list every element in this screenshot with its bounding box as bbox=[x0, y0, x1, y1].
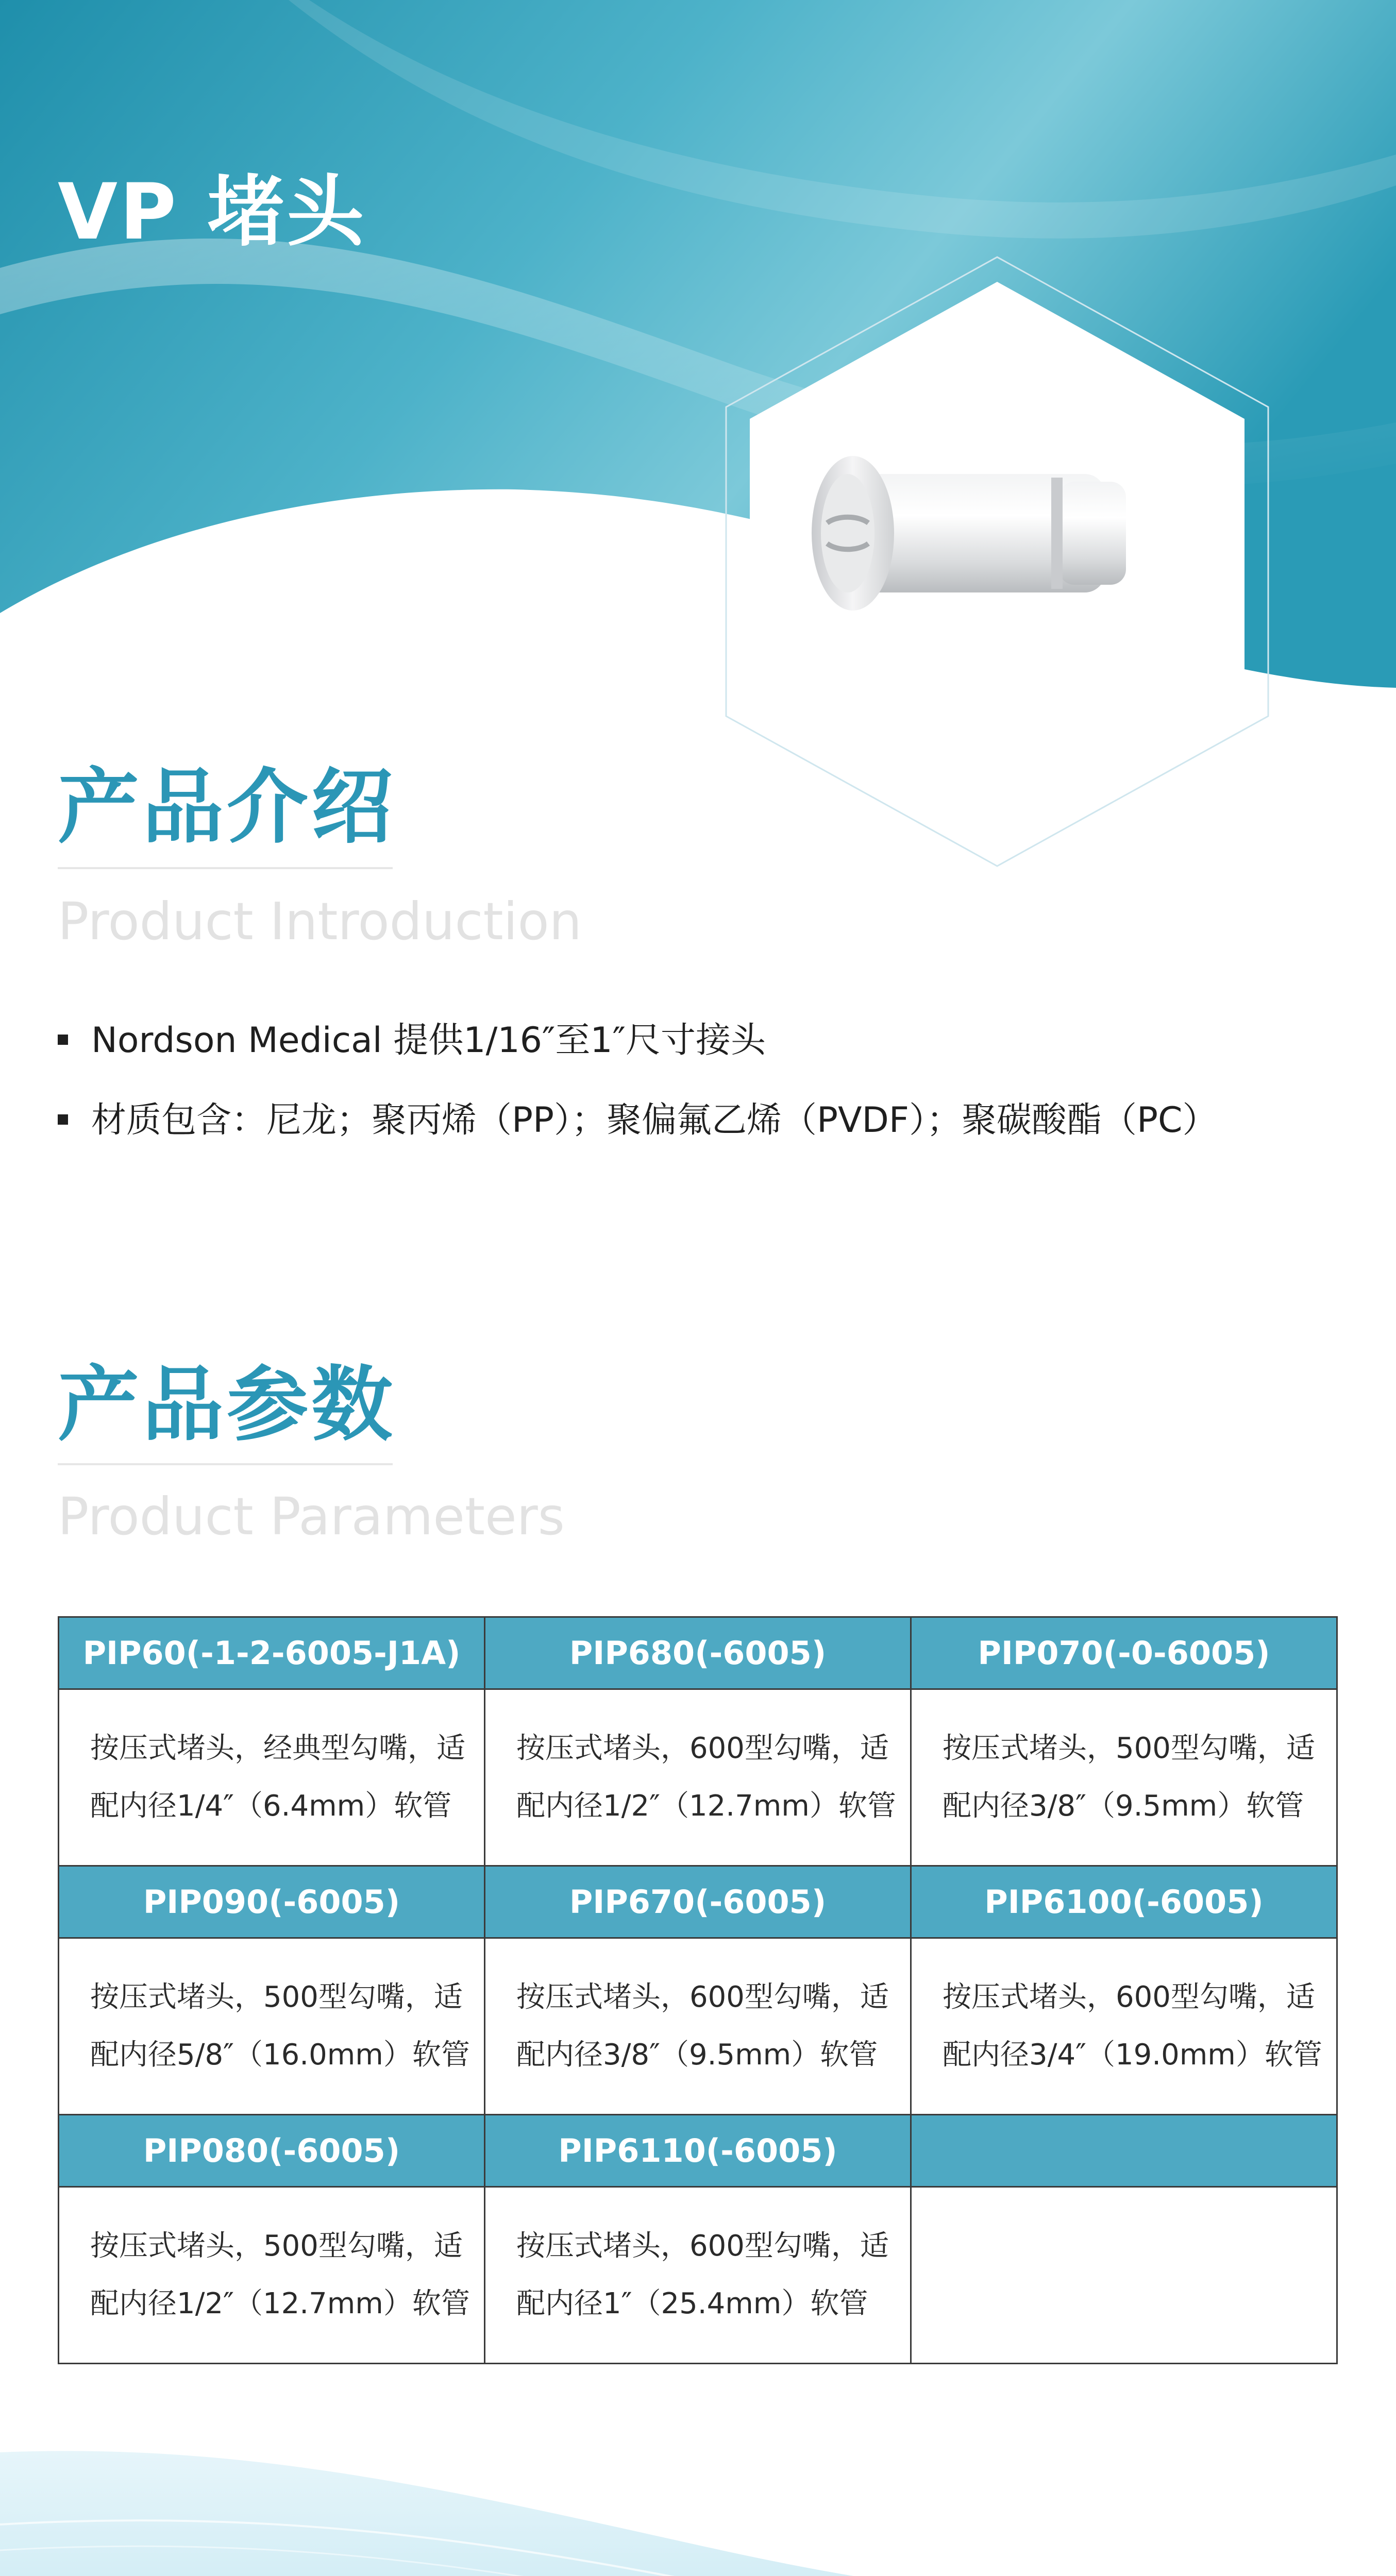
page-title: VP 堵头 bbox=[58, 167, 366, 257]
params-subtitle: Product Parameters bbox=[58, 1486, 565, 1547]
params-divider bbox=[58, 1463, 393, 1465]
footer-wave-decoration bbox=[0, 2432, 1396, 2576]
desc-line: 按压式堵头，500型勾嘴，适 bbox=[943, 1732, 1315, 1765]
model-name-cell: PIP6110(-6005) bbox=[485, 2115, 911, 2187]
desc-line: 按压式堵头，500型勾嘴，适 bbox=[90, 2229, 463, 2263]
params-title: 产品参数 bbox=[58, 1358, 396, 1452]
intro-divider bbox=[58, 867, 393, 869]
model-desc-cell bbox=[911, 2187, 1337, 2364]
bullet-square-icon bbox=[58, 1114, 68, 1125]
desc-line: 按压式堵头，经典型勾嘴，适 bbox=[90, 1732, 465, 1765]
desc-line: 按压式堵头，600型勾嘴，适 bbox=[516, 1980, 889, 2014]
desc-line: 配内径1/2″（12.7mm）软管 bbox=[90, 2287, 470, 2320]
model-name-cell: PIP070(-0-6005) bbox=[911, 1617, 1337, 1689]
model-name-cell: PIP080(-6005) bbox=[59, 2115, 485, 2187]
product-image-hexagon bbox=[719, 255, 1275, 873]
bullet-text: Nordson Medical 提供1/16″至1″尺寸接头 bbox=[91, 1020, 766, 1061]
desc-line: 配内径3/8″（9.5mm）软管 bbox=[516, 2038, 878, 2072]
model-name-cell bbox=[911, 2115, 1337, 2187]
desc-line: 按压式堵头，600型勾嘴，适 bbox=[516, 2229, 889, 2263]
model-desc-cell bbox=[485, 1689, 911, 1866]
model-name-cell: PIP090(-6005) bbox=[59, 1866, 485, 1938]
bullet-text: 材质包含：尼龙；聚丙烯（PP）；聚偏氟乙烯（PVDF）；聚碳酸酯（PC） bbox=[91, 1100, 1218, 1141]
desc-line: 配内径1/2″（12.7mm）软管 bbox=[516, 1789, 896, 1823]
intro-title: 产品介绍 bbox=[58, 760, 396, 855]
table-header-row bbox=[59, 1866, 1337, 1938]
table-header-row bbox=[59, 2115, 1337, 2187]
table-header-row bbox=[59, 1617, 1337, 1689]
model-name-cell: PIP60(-1-2-6005-J1A) bbox=[59, 1617, 485, 1689]
model-name-cell: PIP670(-6005) bbox=[485, 1866, 911, 1938]
table-row bbox=[59, 1689, 1337, 1866]
model-desc-cell bbox=[911, 1689, 1337, 1866]
intro-subtitle: Product Introduction bbox=[58, 891, 582, 952]
model-desc-cell bbox=[59, 1689, 485, 1866]
desc-line: 配内径3/8″（9.5mm）软管 bbox=[943, 1789, 1304, 1823]
model-desc-cell bbox=[485, 1938, 911, 2115]
table-row bbox=[59, 1938, 1337, 2115]
intro-bullet-list bbox=[58, 1010, 1346, 1170]
model-desc-cell bbox=[911, 1938, 1337, 2115]
desc-line: 配内径3/4″（19.0mm）软管 bbox=[943, 2038, 1322, 2072]
list-item bbox=[58, 1090, 1346, 1170]
bullet-square-icon bbox=[58, 1035, 68, 1045]
desc-line: 按压式堵头，600型勾嘴，适 bbox=[943, 1980, 1315, 2014]
parameters-table bbox=[58, 1616, 1338, 2364]
table-row bbox=[59, 2187, 1337, 2364]
model-desc-cell bbox=[59, 2187, 485, 2364]
desc-line: 配内径5/8″（16.0mm）软管 bbox=[90, 2038, 470, 2072]
model-desc-cell bbox=[485, 2187, 911, 2364]
desc-line: 配内径1/4″（6.4mm）软管 bbox=[90, 1789, 452, 1823]
desc-line: 按压式堵头，600型勾嘴，适 bbox=[516, 1732, 889, 1765]
desc-line: 配内径1″（25.4mm）软管 bbox=[516, 2287, 868, 2320]
model-name-cell: PIP6100(-6005) bbox=[911, 1866, 1337, 1938]
desc-line: 按压式堵头，500型勾嘴，适 bbox=[90, 1980, 463, 2014]
cap-plug-illustration bbox=[812, 456, 1126, 611]
model-desc-cell bbox=[59, 1938, 485, 2115]
list-item bbox=[58, 1010, 1346, 1090]
model-name-cell: PIP680(-6005) bbox=[485, 1617, 911, 1689]
